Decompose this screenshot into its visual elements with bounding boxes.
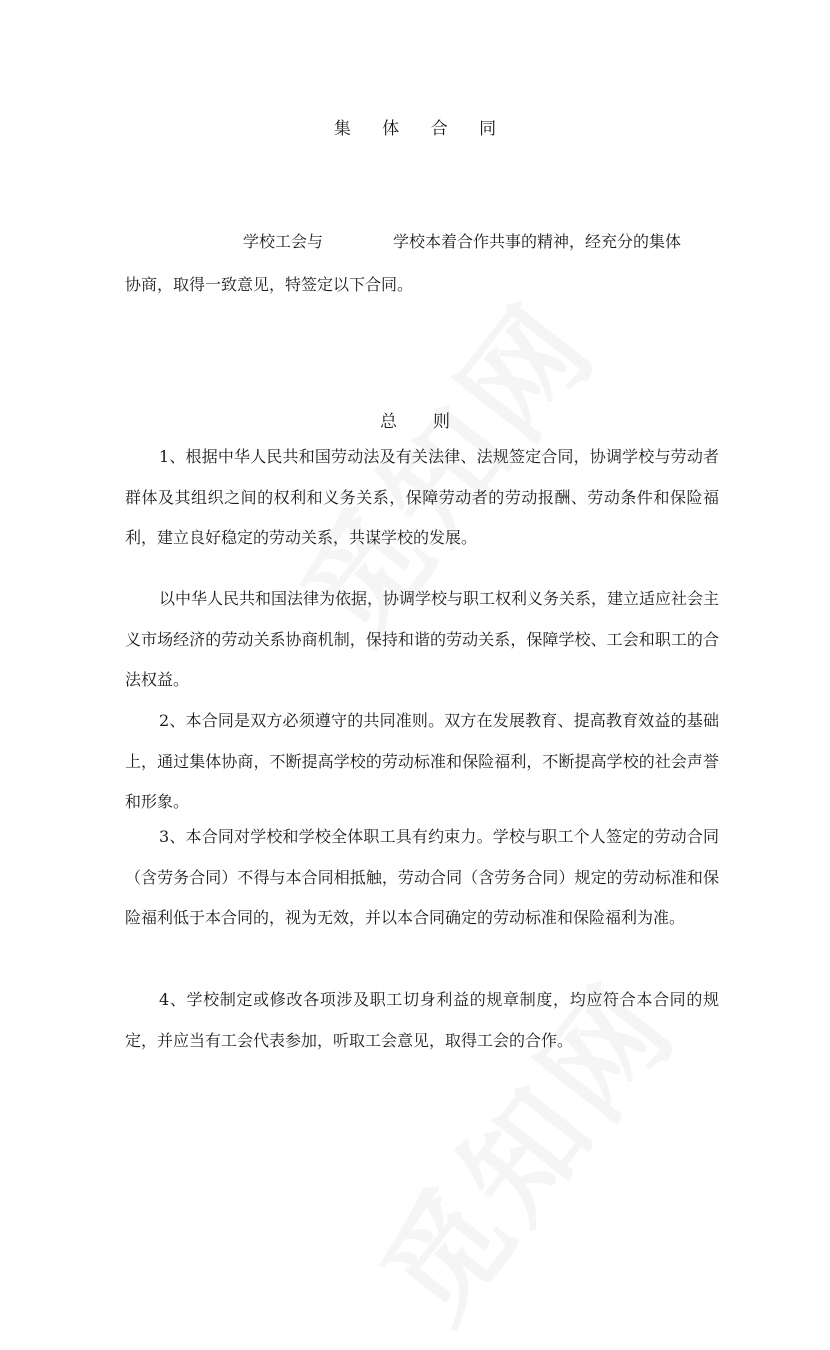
paragraph-3: 2、本合同是双方必须遵守的共同准则。双方在发展教育、提高教育效益的基础上，通过集体协商，不断提高学校的劳动标准和保险福利，不断提高学校的社会声誉和形象。: [125, 711, 719, 811]
section-char-1: 总: [380, 412, 397, 432]
intro-text-1: 学校工会与: [243, 232, 324, 251]
document-title: 集 体 合 同: [333, 119, 510, 139]
paragraph-2: 以中华人民共和国法律为依据，协调学校与职工权利义务关系，建立适应社会主义市场经济的劳动关系协商机制，保持和谐的劳动关系，保障学校、工会和职工的合法权益。: [125, 589, 720, 689]
section-char-2: 则: [433, 412, 450, 432]
intro-line-2: 协商，取得一致意见，特签定以下合同。: [125, 275, 414, 294]
intro-text-2: 学校本着合作共事的精神，经充分的集体: [393, 232, 682, 251]
paragraph-4: 3、本合同对学校和学校全体职工具有约束力。学校与职工个人签定的劳动合同（含劳务合同）不得与本合同相抵触，劳动合同（含劳务合同）规定的劳动标准和保险福利低于本合同的，视为无效，并以本合同确定的劳动标准和保险福利为准。: [125, 827, 719, 927]
paragraph-5: 4、学校制定或修改各项涉及职工切身利益的规章制度，均应符合本合同的规定，并应当有工会代表参加，听取工会意见，取得工会的合作。: [125, 990, 719, 1050]
intro-line-1: [125, 219, 715, 265]
section-heading: [0, 407, 830, 432]
paragraph-1: 1、根据中华人民共和国劳动法及有关法律、法规签定合同，协调学校与劳动者群体及其组织之间的权利和义务关系，保障劳动者的劳动报酬、劳动条件和保险福利，建立良好稳定的劳动关系，共谋学校的发展。: [125, 447, 719, 547]
